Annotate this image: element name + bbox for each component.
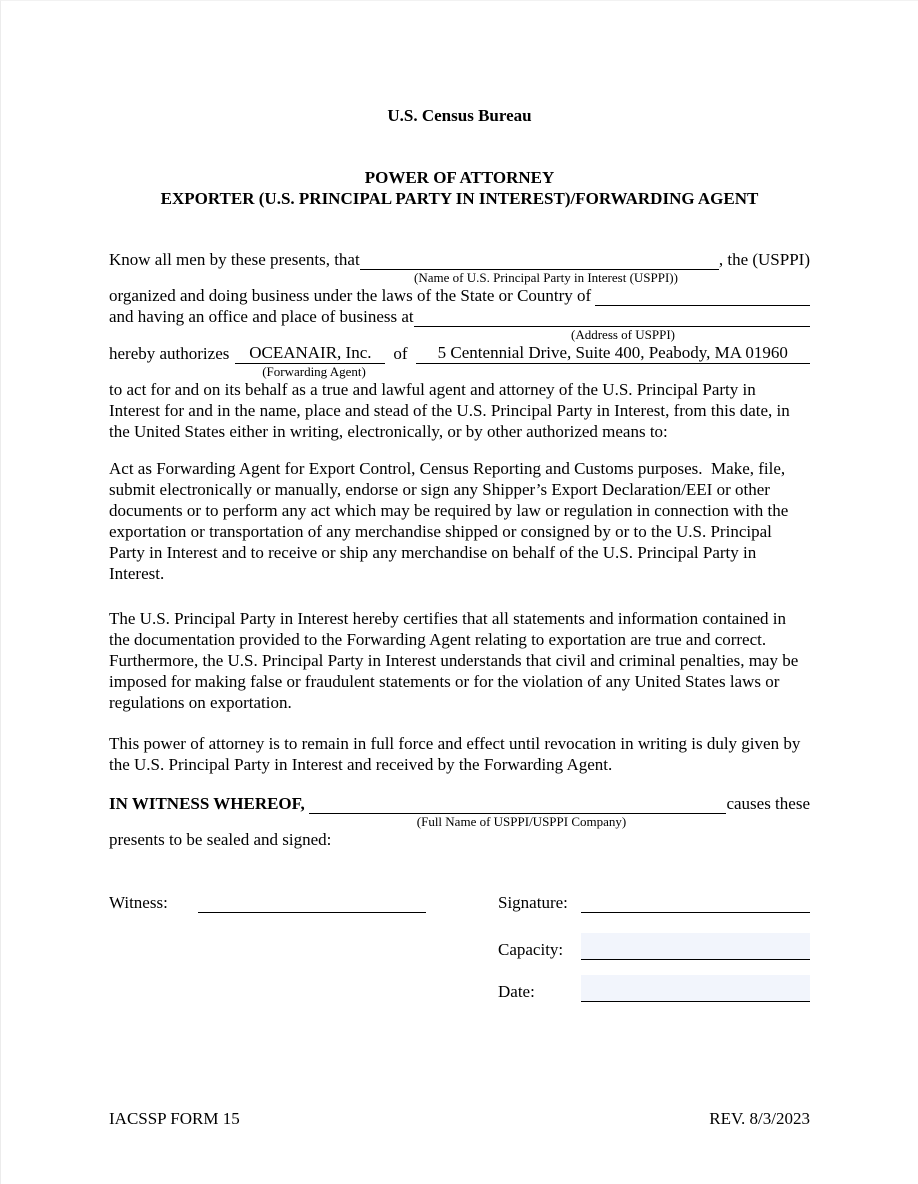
caption-spacer [109, 364, 239, 379]
usppi-name-caption: (Name of U.S. Principal Party in Interest (USPPI)) [414, 270, 678, 285]
paragraph-revocation: This power of attorney is to remain in full force and effect until revocation in writing is duly given by the U.S. Principal Party in Interest and received by the Forwarding Agent. [109, 734, 805, 774]
paragraph-certification: The U.S. Principal Party in Interest hereby certifies that all statements and information contained in the documentation provided to the Forwarding Agent relating to exportation are true and correct. Furthermore, the U.S. Principal Party in Interest understands that civil and criminal penalties, may be imposed for making false or fraudulent statements or for the violation of any United States laws or regulations on exportation. [109, 609, 803, 712]
signature-row-2 [109, 933, 810, 960]
signature-group [498, 892, 810, 913]
intro-line-1-suffix: , the (USPPI) [718, 250, 810, 269]
signature-row-1 [109, 892, 810, 913]
date-group [498, 975, 810, 1002]
document-title [109, 167, 810, 209]
intro-line-2 [109, 285, 810, 306]
intro-line-2-text: organized and doing business under the laws of the State or Country of [109, 286, 596, 305]
agency-title: U.S. Census Bureau [387, 106, 532, 125]
page-footer [109, 1108, 810, 1129]
intro-line-1-text: Know all men by these presents, that [109, 250, 360, 269]
capacity-field[interactable] [581, 933, 810, 960]
signature-row-3 [109, 975, 810, 1002]
usppi-company-caption-row [109, 814, 810, 829]
signature-block [109, 892, 810, 1002]
caption-spacer [109, 814, 323, 829]
form-number: IACSSP FORM 15 [109, 1109, 240, 1128]
authorization-line [109, 342, 810, 364]
authorization-connector: of [393, 344, 408, 363]
intro-line-3 [109, 306, 810, 327]
state-country-field[interactable] [595, 305, 810, 306]
signature-label: Signature: [498, 893, 568, 912]
witness-clause-line [109, 793, 810, 814]
title-line-2: EXPORTER (U.S. PRINCIPAL PARTY IN INTEREST)/FORWARDING AGENT [160, 189, 759, 208]
forwarding-agent-caption-row [109, 364, 810, 379]
usppi-address-caption: (Address of USPPI) [571, 327, 675, 342]
forwarding-agent-caption: (Forwarding Agent) [262, 364, 366, 379]
witness-clause-suffix: causes these [726, 794, 810, 813]
intro-line-1 [109, 249, 810, 270]
title-line-1: POWER OF ATTORNEY [364, 168, 555, 187]
authorization-body: to act for and on its behalf as a true and lawful agent and attorney of the U.S. Principal Party in Interest for and in the name, place and stead of the U.S. Principal Party in Interest, from this date, in the United States either in writing, electronically, or by other authorized means to: [109, 380, 794, 441]
paragraph-act-as-agent: Act as Forwarding Agent for Export Control, Census Reporting and Customs purposes. Make, file, submit electronically or manually, endorse or sign any Shipper’s Export Declaration/EEI or other documents or to perform any act which may be required by law or regulation in connection with the exportation or transportation of any merchandise shipped or consigned by or to the U.S. Principal Party in Interest and to receive or ship any merchandise on behalf of the U.S. Principal Party in Interest. [109, 459, 793, 583]
capacity-group [498, 933, 810, 960]
authorization-prefix: hereby authorizes [109, 344, 230, 363]
forwarding-agent-address-field: 5 Centennial Drive, Suite 400, Peabody, MA 01960 [416, 342, 810, 364]
witness-clause-line-2: presents to be sealed and signed: [109, 830, 332, 849]
forwarding-agent-field: OCEANAIR, Inc. [235, 342, 385, 364]
caption-spacer [109, 327, 437, 342]
date-field[interactable] [581, 975, 810, 1002]
caption-spacer [109, 270, 398, 285]
witness-clause-bold: IN WITNESS WHEREOF, [109, 794, 309, 813]
witness-label: Witness: [109, 893, 168, 912]
witness-line [198, 892, 426, 913]
usppi-company-caption: (Full Name of USPPI/USPPI Company) [416, 814, 627, 829]
witness-group [109, 892, 426, 913]
intro-line-3-text: and having an office and place of business at [109, 307, 414, 326]
revision-date: REV. 8/3/2023 [709, 1109, 810, 1128]
usppi-name-caption-row [109, 270, 810, 285]
usppi-address-caption-row [109, 327, 810, 342]
capacity-label: Capacity: [498, 940, 564, 959]
date-label: Date: [498, 982, 535, 1001]
signature-line [581, 892, 810, 913]
